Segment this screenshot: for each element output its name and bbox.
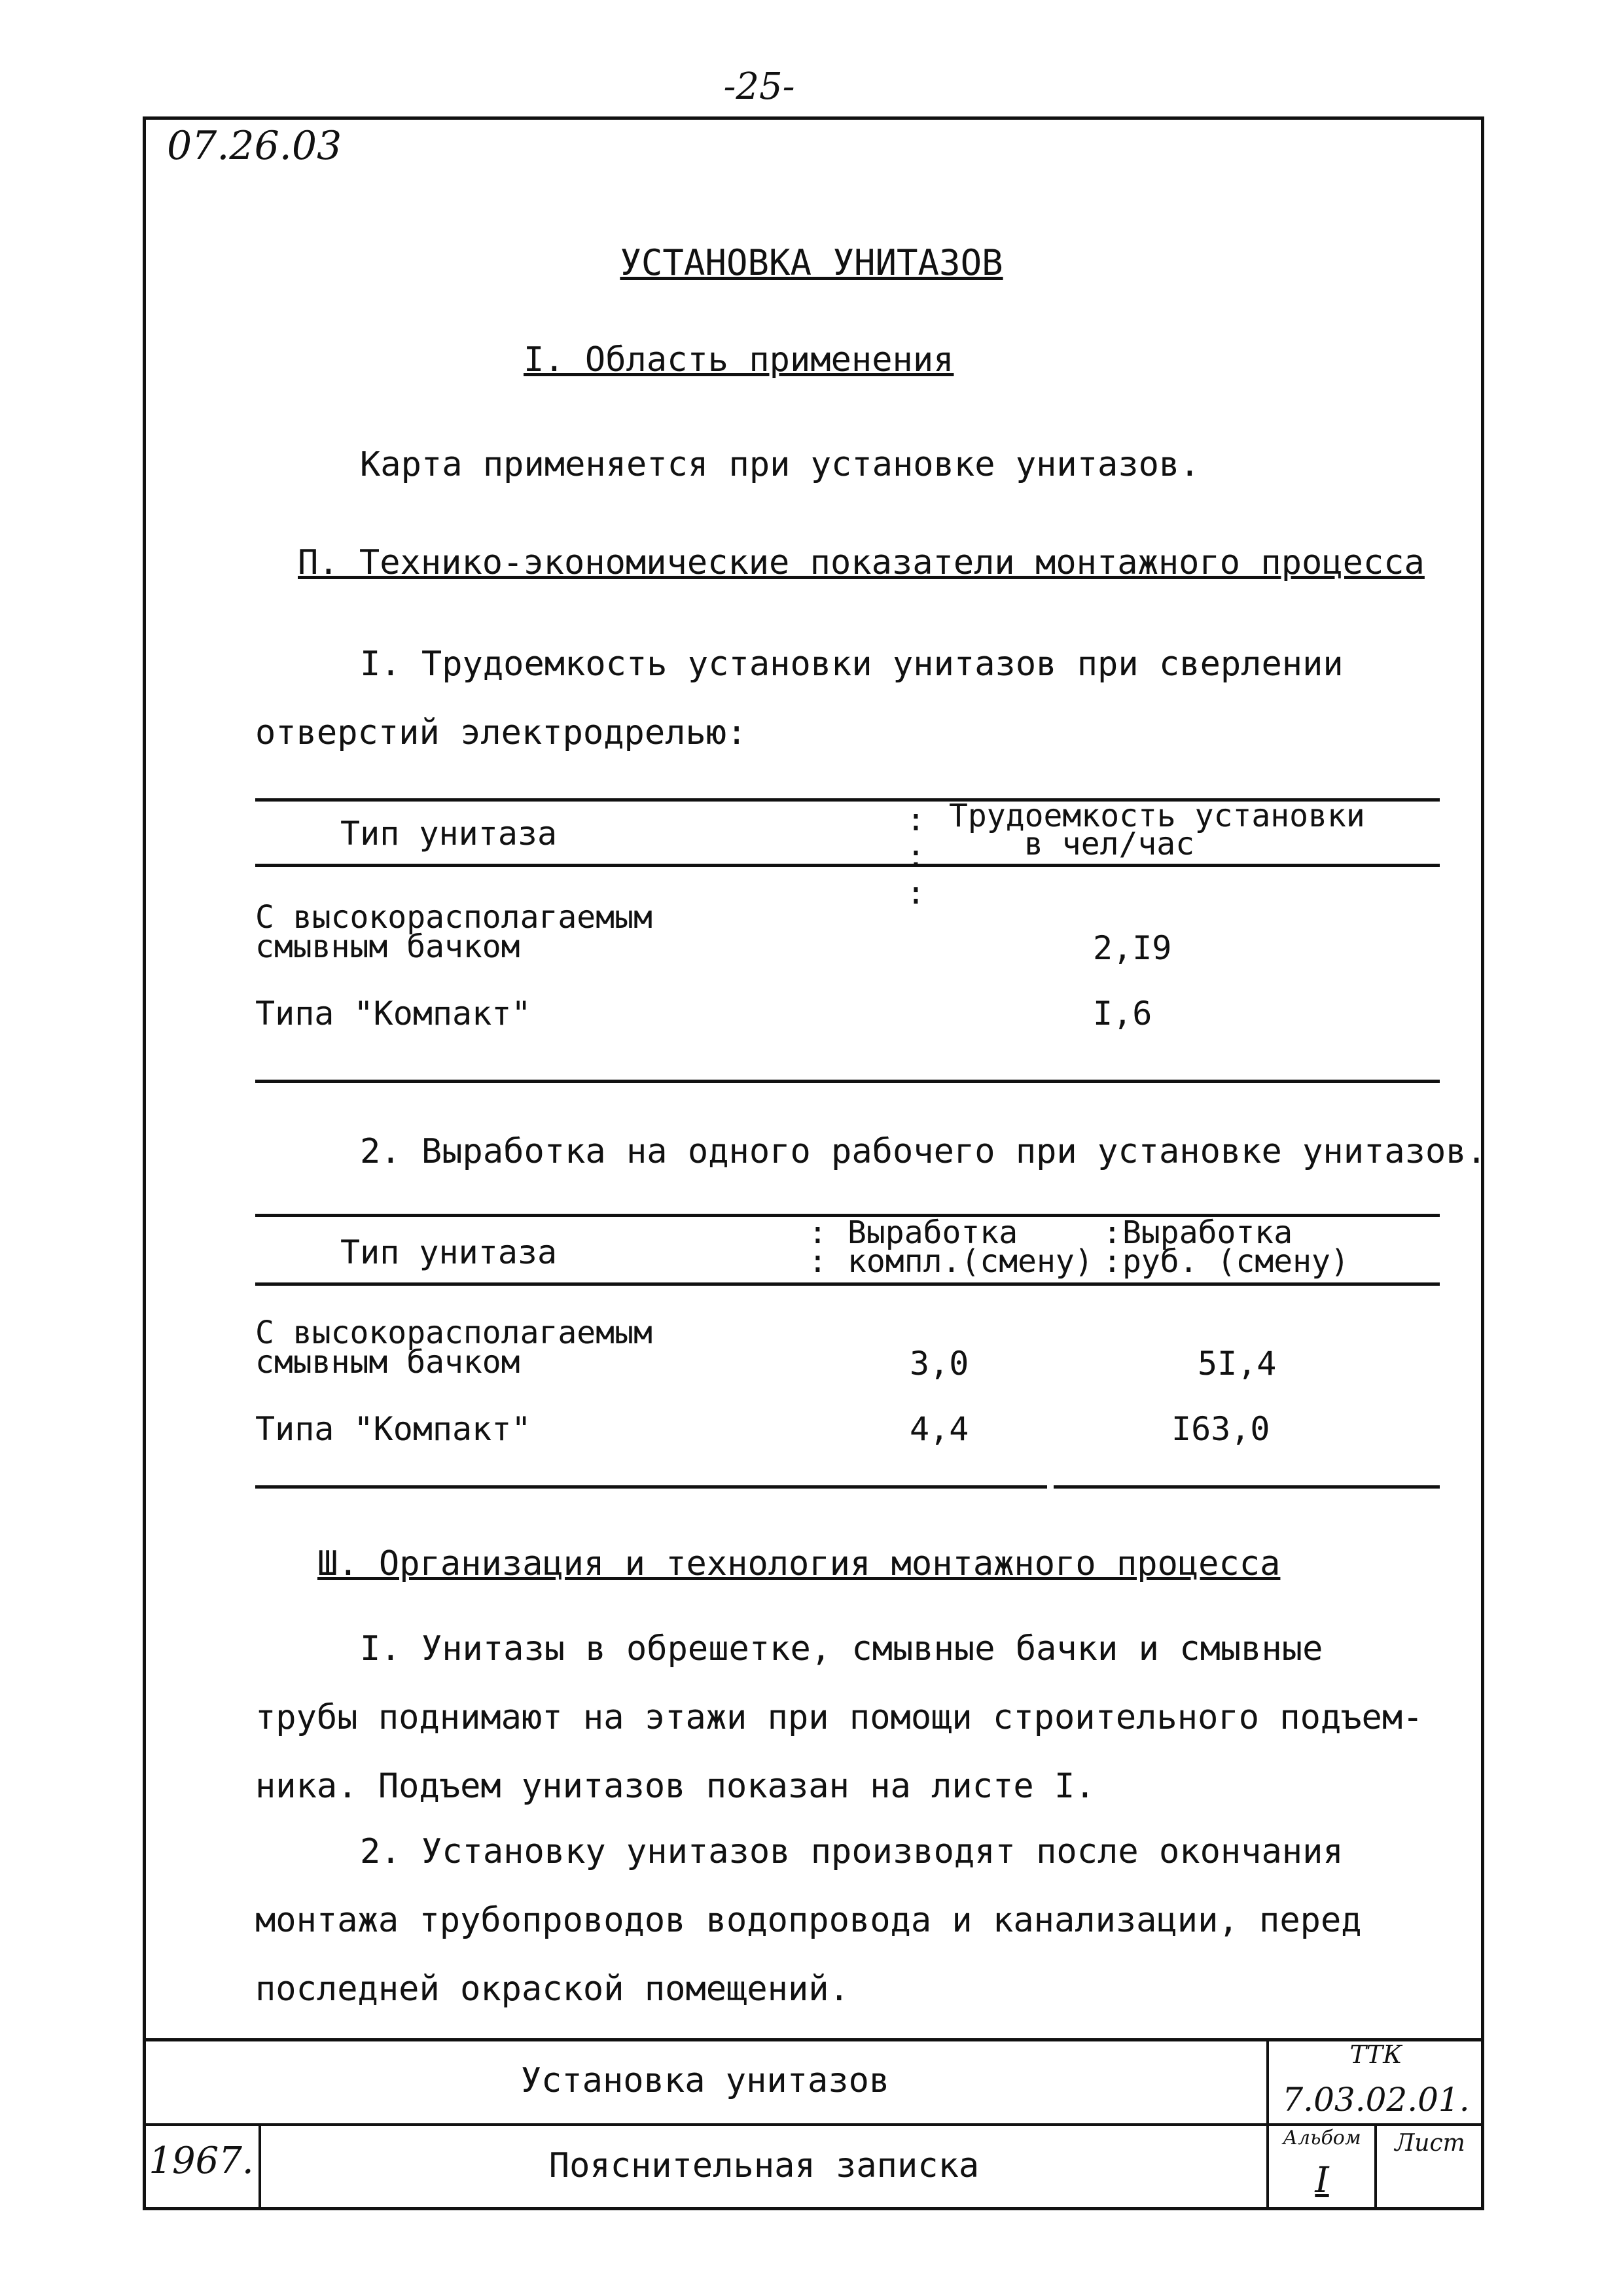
table1-row1-type-line1: С высокорасполагаемым: [255, 899, 652, 936]
section3-line5: монтажа трубопроводов водопровода и канализации, перед: [255, 1901, 1362, 1940]
stamp-subtitle: Пояснительная записка: [548, 2146, 980, 2185]
table2-row1-type-line2: смывным бачком: [255, 1344, 520, 1381]
section3-line2: трубы поднимают на этажи при помощи строительного подъем-: [255, 1698, 1423, 1737]
table2-header-separator1: : :: [808, 1214, 827, 1280]
stamp-title: Установка унитазов: [520, 2061, 890, 2100]
section3-line4: 2. Установку унитазов производят после окончания: [360, 1832, 1344, 1871]
table2-row1-rub: 5I,4: [1198, 1345, 1277, 1383]
stamp-ttk-label: ТТК: [1349, 2040, 1402, 2069]
section2-item2: 2. Выработка на одного рабочего при установке унитазов.: [360, 1132, 1487, 1171]
table2-row1-type-line1: С высокорасполагаемым: [255, 1315, 652, 1351]
table2-header-output-compl-line2: компл.(смену): [847, 1243, 1094, 1280]
table1-header-labor-line2: в чел/час: [1024, 826, 1195, 862]
section3-line6: последней окраской помещений.: [255, 1969, 849, 2009]
table1-row2-value: I,6: [1093, 995, 1152, 1033]
section3-line3: ника. Подъем унитазов показан на листе I.: [255, 1767, 1096, 1806]
table2-row1-compl: 3,0: [910, 1345, 969, 1383]
stamp-year: 1967.: [149, 2140, 254, 2182]
table2-row2-compl: 4,4: [910, 1410, 969, 1448]
table1-row2-type: Типа "Компакт": [255, 995, 531, 1033]
table1-header-col-separator: : : :: [906, 802, 925, 911]
table2-header-output-rub-line1: Выработка: [1122, 1214, 1293, 1251]
table1-row1-value: 2,I9: [1093, 929, 1172, 967]
table1-header-type: Тип унитаза: [340, 815, 558, 853]
stamp-sheet-label: Лист: [1395, 2130, 1465, 2157]
table1-row1-type-line2: смывным бачком: [255, 928, 520, 965]
table2-header-type: Тип унитаза: [340, 1233, 558, 1271]
stamp-left-col-rule: [259, 2123, 261, 2210]
stamp-album-label: Альбом: [1283, 2127, 1361, 2149]
table2-row2-rub: I63,0: [1171, 1410, 1270, 1448]
section1-text: Карта применяется при установке унитазов.: [360, 445, 1200, 484]
table2-bottom-rule-right: [1054, 1485, 1440, 1489]
table2-row2-type: Типа "Компакт": [255, 1410, 531, 1448]
page-title: УСТАНОВКА УНИТАЗОВ: [620, 242, 1003, 283]
table2-header-separator2: : :: [1103, 1214, 1122, 1280]
section2-heading: П. Технико-экономические показатели монтажного процесса: [298, 543, 1425, 582]
section1-heading: I. Область применения: [524, 340, 954, 380]
stamp-album-value: I: [1315, 2159, 1329, 2200]
section2-item1-line2: отверстий электродрелью:: [255, 713, 747, 752]
table2-bottom-rule-left: [255, 1485, 1047, 1489]
stamp-ttk-code: 7.03.02.01.: [1282, 2081, 1470, 2119]
table1-bottom-rule: [255, 1080, 1440, 1083]
table2-header-rule: [255, 1282, 1440, 1286]
section2-item1-line1: I. Трудоемкость установки унитазов при сверлении: [360, 645, 1344, 684]
stamp-right-col-rule: [1266, 2038, 1269, 2210]
document-code: 07.26.03: [167, 123, 342, 169]
section3-line1: I. Унитазы в обрешетке, смывные бачки и смывные: [360, 1629, 1323, 1669]
table2-header-output-compl-line1: Выработка: [847, 1214, 1018, 1251]
stamp-middle-rule: [143, 2123, 1484, 2126]
table1-header-rule: [255, 864, 1440, 867]
page-number: -25-: [723, 65, 795, 108]
table1-header-labor-line1: Трудоемкость установки: [949, 798, 1365, 834]
table2-header-output-rub-line2: руб. (смену): [1122, 1243, 1349, 1280]
section3-heading: Ш. Организация и технология монтажного процесса: [317, 1544, 1281, 1583]
